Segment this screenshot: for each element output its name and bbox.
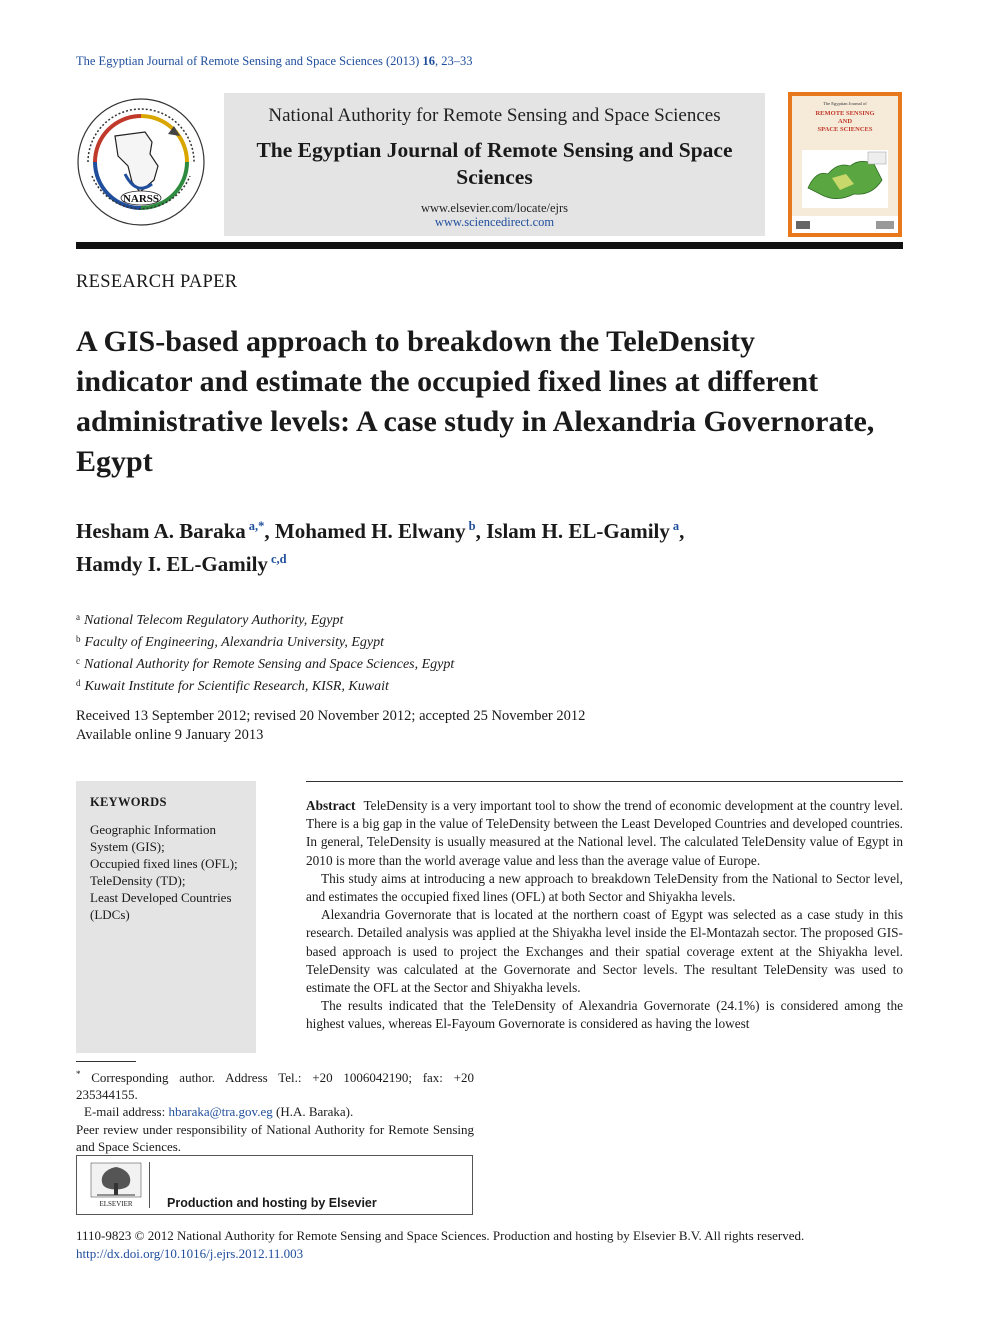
author-list <box>76 512 876 578</box>
affiliation-text: National Telecom Regulatory Authority, Egypt <box>84 613 344 628</box>
header-url-sciencedirect[interactable]: www.sciencedirect.com <box>434 215 555 229</box>
footnotes <box>76 1066 474 1155</box>
elsevier-divider <box>149 1162 150 1208</box>
author-name: Hesham A. Baraka <box>76 519 246 543</box>
author-separator: , <box>264 519 275 543</box>
affiliation-item <box>76 674 454 696</box>
narss-logo-text: NARSS <box>122 193 160 205</box>
abstract-label: Abstract <box>306 798 356 813</box>
affiliation-key: c <box>76 656 80 666</box>
email-label: E-mail address: <box>84 1104 166 1120</box>
abstract-container <box>306 797 903 1055</box>
abstract-paragraph: The results indicated that the TeleDensity of Alexandria Governorate (24.1%) is considered among the highest values, whereas El-Fayoum Governorate is considered as having the lowest <box>306 998 903 1032</box>
elsevier-logo-text: ELSEVIER <box>99 1200 133 1208</box>
footnote-rule <box>76 1061 136 1062</box>
keywords-heading: KEYWORDS <box>90 795 167 809</box>
email-link[interactable]: hbaraka@tra.gov.eg <box>168 1104 273 1120</box>
keyword-item: TeleDensity (TD); <box>90 873 186 888</box>
author-separator: , <box>475 519 487 543</box>
cover-title-line2: AND <box>837 118 853 125</box>
cover-title-line3: SPACE SCIENCES <box>817 126 873 133</box>
copyright-block <box>76 1227 906 1263</box>
header-journal-title: The Egyptian Journal of Remote Sensing and Space Sciences <box>256 138 733 189</box>
keywords-list <box>90 821 252 923</box>
elsevier-tree-logo <box>89 1161 143 1209</box>
header-url-elsevier[interactable]: www.elsevier.com/locate/ejrs <box>420 201 569 215</box>
abstract <box>306 797 903 1034</box>
received-dates: Received 13 September 2012; revised 20 November 2012; accepted 25 November 2012 <box>76 708 586 724</box>
section-label: RESEARCH PAPER <box>76 272 238 292</box>
author-separator: , <box>679 519 685 543</box>
citation-pages: , 23–33 <box>434 54 473 68</box>
header-rule <box>76 242 903 249</box>
keyword-item: Least Developed Countries (LDCs) <box>90 890 232 922</box>
article-dates <box>76 707 585 745</box>
affiliation-item <box>76 630 454 652</box>
affiliation-item <box>76 608 454 630</box>
doi-link[interactable]: http://dx.doi.org/10.1016/j.ejrs.2012.11.003 <box>76 1246 304 1261</box>
author-affiliation-link[interactable]: c,d <box>270 552 287 566</box>
online-date: Available online 9 January 2013 <box>76 727 264 743</box>
keyword-item: Occupied fixed lines (OFL); <box>90 856 238 871</box>
citation-volume: 16 <box>422 54 435 68</box>
cover-title-line1: REMOTE SENSING <box>815 110 875 117</box>
abstract-rule <box>306 781 903 782</box>
affiliation-item <box>76 652 454 674</box>
corresponding-author-text: Corresponding author. Address Tel.: +20 1006042190; fax: +20 235344155. <box>76 1070 474 1103</box>
author-name: Mohamed H. Elwany <box>274 519 466 543</box>
elsevier-hosting-box <box>76 1155 473 1215</box>
abstract-paragraph: This study aims at introducing a new approach to breakdown TeleDensity from the National to Sector level, and estimates the occupied fixed lines (OFL) at both Sector and Shiyakha levels. <box>306 870 903 905</box>
author-affiliation-link[interactable]: a <box>672 519 680 533</box>
narss-logo <box>70 96 212 228</box>
peer-review-note: Peer review under responsibility of National Authority for Remote Sensing and Space Sciences. <box>76 1121 474 1154</box>
affiliation-key: d <box>76 678 81 688</box>
affiliation-key: a <box>76 612 80 622</box>
affiliation-list <box>76 608 454 696</box>
affiliation-text: National Authority for Remote Sensing and Space Sciences, Egypt <box>84 657 455 672</box>
journal-cover-image[interactable] <box>788 92 902 237</box>
journal-citation[interactable] <box>76 54 472 69</box>
affiliation-text: Faculty of Engineering, Alexandria University, Egypt <box>84 635 385 650</box>
corresponding-author-note <box>76 1066 474 1103</box>
header-authority: National Authority for Remote Sensing and Space Sciences <box>268 105 721 126</box>
author-affiliation-link[interactable]: b <box>468 519 476 533</box>
copyright-line: 1110-9823 © 2012 National Authority for Remote Sensing and Space Sciences. Production and hosting by Elsevier B.V. All rights reserved. <box>76 1228 805 1243</box>
keyword-item: Geographic Information System (GIS); <box>90 822 216 854</box>
abstract-paragraph: Alexandria Governorate that is located at the northern coast of Egypt was selected as a case study in this research. Detailed analysis was applied at the Shiyakha level inside the El-Montazah sector. The proposed GIS-based approach is used to project the Exchanges and their spatial coverage extent at the Shiyakha level. TeleDensity was calculated at the Governorate and Sector levels. The resultant TeleDensity was used to estimate the OFL at the Sector and Shiyakha levels. <box>306 907 903 996</box>
footnote-star: * <box>76 1069 81 1079</box>
abstract-paragraph-text: TeleDensity is a very important tool to show the trend of economic development at the country level. There is a big gap in the value of TeleDensity between the Least Developed Countries and developed countries. In general, TeleDensity is usually measured at the National level. The calculated TeleDensity value of Egypt in 2010 is more than the world average value and less than the average value of Europe. <box>306 798 903 868</box>
author-affiliation-link[interactable]: a,* <box>248 519 265 533</box>
journal-header-box <box>224 93 765 236</box>
article-title: A GIS-based approach to breakdown the TeleDensity indicator and estimate the occupied fixed lines at different administrative levels: A case study in Alexandria Governorate, Egypt <box>76 325 875 478</box>
cover-journal-small: The Egyptian Journal of <box>823 101 867 106</box>
affiliation-key: b <box>76 634 81 644</box>
email-name: (H.A. Baraka). <box>275 1104 354 1120</box>
elsevier-hosting-text: Production and hosting by Elsevier <box>167 1196 377 1210</box>
abstract-paragraph <box>306 797 903 870</box>
citation-journal: The Egyptian Journal of Remote Sensing and Space Sciences (2013) <box>76 54 420 68</box>
affiliation-text: Kuwait Institute for Scientific Research, KISR, Kuwait <box>84 679 389 694</box>
keywords-box <box>76 781 256 1053</box>
author-name: Hamdy I. EL-Gamily <box>76 552 268 576</box>
email-note <box>76 1103 474 1120</box>
author-name: Islam H. EL-Gamily <box>486 519 670 543</box>
